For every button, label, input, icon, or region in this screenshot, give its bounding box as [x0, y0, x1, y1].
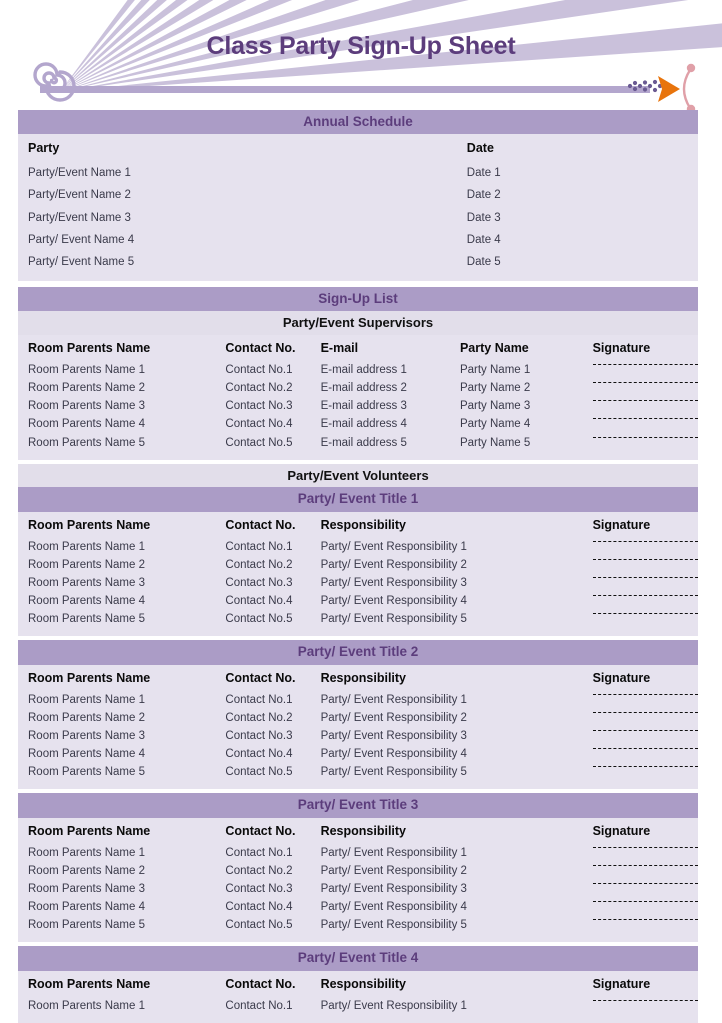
cell-room-parents-name: Room Parents Name 4 [28, 418, 145, 431]
table-row[interactable] [18, 208, 698, 230]
table-row[interactable] [18, 163, 698, 185]
cell-email: E-mail address 3 [320, 400, 407, 413]
cell-signature [593, 362, 698, 380]
cell-date: Date 4 [466, 233, 501, 246]
column-header-email: E-mail [320, 340, 359, 355]
cell-signature [593, 575, 698, 593]
cell-party-name: Party Name 4 [459, 418, 531, 431]
cell-contact-no: Contact No.1 [225, 693, 293, 706]
cell-email: E-mail address 1 [320, 363, 407, 376]
cell-responsibility: Party/ Event Responsibility 2 [320, 711, 467, 724]
cell-signature [593, 728, 698, 746]
table-row[interactable] [18, 362, 698, 380]
cell-room-parents-name: Room Parents Name 1 [28, 540, 145, 553]
table-row[interactable] [18, 746, 698, 764]
cell-room-parents-name: Room Parents Name 2 [28, 382, 145, 395]
subsection-header-volunteers: Party/Event Volunteers [18, 464, 698, 488]
cell-room-parents-name: Room Parents Name 3 [28, 882, 145, 895]
volunteers-header-row [18, 818, 698, 845]
column-header-party: Party [28, 141, 60, 156]
cell-contact-no: Contact No.3 [225, 729, 293, 742]
cell-room-parents-name: Room Parents Name 1 [28, 999, 145, 1012]
column-header-room-parents-name: Room Parents Name [28, 976, 151, 991]
cell-room-parents-name: Room Parents Name 3 [28, 729, 145, 742]
cell-party: Party/Event Name 1 [28, 167, 131, 180]
cell-party: Party/Event Name 3 [28, 211, 131, 224]
column-header-room-parents-name: Room Parents Name [28, 670, 151, 685]
cell-date: Date 1 [466, 167, 501, 180]
cell-signature [593, 881, 698, 899]
table-row[interactable] [18, 575, 698, 593]
column-header-signature: Signature [592, 517, 651, 532]
cell-contact-no: Contact No.3 [225, 882, 293, 895]
table-row[interactable] [18, 185, 698, 207]
cell-responsibility: Party/ Event Responsibility 2 [320, 558, 467, 571]
cell-responsibility: Party/ Event Responsibility 3 [320, 882, 467, 895]
table-bottom-pad [18, 453, 698, 460]
column-header-signature: Signature [592, 823, 651, 838]
cell-date: Date 5 [466, 255, 501, 268]
column-header-responsibility: Responsibility [320, 823, 407, 838]
cell-signature [593, 611, 698, 629]
cell-contact-no: Contact No.1 [225, 846, 293, 859]
table-row[interactable] [18, 998, 698, 1016]
column-header-responsibility: Responsibility [320, 517, 407, 532]
cell-party-name: Party Name 2 [459, 382, 531, 395]
table-row[interactable] [18, 380, 698, 398]
cell-signature [593, 435, 698, 453]
table-row[interactable] [18, 863, 698, 881]
sheet-body [18, 110, 698, 1023]
group-header-event-title-2: Party/ Event Title 2 [18, 640, 698, 664]
cell-party-name: Party Name 1 [459, 363, 531, 376]
cell-responsibility: Party/ Event Responsibility 5 [320, 919, 467, 932]
cell-responsibility: Party/ Event Responsibility 5 [320, 766, 467, 779]
cell-contact-no: Contact No.1 [225, 363, 293, 376]
column-header-party-name: Party Name [459, 340, 529, 355]
cell-contact-no: Contact No.5 [225, 613, 293, 626]
table-bottom-pad [18, 274, 698, 281]
cell-responsibility: Party/ Event Responsibility 1 [320, 999, 467, 1012]
volunteers-table-4 [18, 971, 698, 1016]
cell-responsibility: Party/ Event Responsibility 1 [320, 540, 467, 553]
cell-room-parents-name: Room Parents Name 4 [28, 595, 145, 608]
cell-signature [593, 845, 698, 863]
table-row[interactable] [18, 593, 698, 611]
supervisors-table [18, 335, 698, 453]
column-header-contact-no: Contact No. [225, 340, 296, 355]
supervisors-header-row [18, 335, 698, 362]
cell-signature [593, 863, 698, 881]
cell-signature [593, 380, 698, 398]
cell-responsibility: Party/ Event Responsibility 4 [320, 901, 467, 914]
cell-signature [593, 998, 698, 1016]
column-header-contact-no: Contact No. [225, 823, 296, 838]
cell-room-parents-name: Room Parents Name 2 [28, 711, 145, 724]
cell-contact-no: Contact No.3 [225, 400, 293, 413]
column-header-room-parents-name: Room Parents Name [28, 340, 151, 355]
annual-schedule-table [18, 134, 698, 274]
volunteers-header-row [18, 971, 698, 998]
cell-signature [593, 593, 698, 611]
table-row[interactable] [18, 230, 698, 252]
section-header-signup-list: Sign-Up List [18, 287, 698, 311]
cell-room-parents-name: Room Parents Name 5 [28, 436, 145, 449]
cell-room-parents-name: Room Parents Name 5 [28, 919, 145, 932]
table-row[interactable] [18, 692, 698, 710]
cell-contact-no: Contact No.5 [225, 919, 293, 932]
volunteers-table-2 [18, 665, 698, 783]
cell-party-name: Party Name 5 [459, 436, 531, 449]
cell-responsibility: Party/ Event Responsibility 4 [320, 748, 467, 761]
volunteers-header-row [18, 665, 698, 692]
page-banner [0, 0, 722, 110]
table-row[interactable] [18, 557, 698, 575]
cell-responsibility: Party/ Event Responsibility 3 [320, 576, 467, 589]
table-row[interactable] [18, 539, 698, 557]
cell-room-parents-name: Room Parents Name 4 [28, 901, 145, 914]
cell-signature [593, 764, 698, 782]
group-header-event-title-3: Party/ Event Title 3 [18, 793, 698, 817]
table-row[interactable] [18, 845, 698, 863]
cell-party: Party/ Event Name 4 [28, 233, 135, 246]
cell-responsibility: Party/ Event Responsibility 1 [320, 693, 467, 706]
cell-signature [593, 692, 698, 710]
cell-responsibility: Party/ Event Responsibility 4 [320, 595, 467, 608]
section-header-annual-schedule: Annual Schedule [18, 110, 698, 134]
table-row[interactable] [18, 416, 698, 434]
cell-signature [593, 917, 698, 935]
cell-signature [593, 557, 698, 575]
cell-email: E-mail address 4 [320, 418, 407, 431]
column-header-responsibility: Responsibility [320, 976, 407, 991]
group-header-event-title-1: Party/ Event Title 1 [18, 487, 698, 511]
cell-contact-no: Contact No.3 [225, 576, 293, 589]
cell-contact-no: Contact No.1 [225, 999, 293, 1012]
cell-date: Date 3 [466, 211, 501, 224]
table-bottom-pad [18, 782, 698, 789]
cell-room-parents-name: Room Parents Name 1 [28, 846, 145, 859]
cell-room-parents-name: Room Parents Name 4 [28, 748, 145, 761]
table-row[interactable] [18, 435, 698, 453]
cell-contact-no: Contact No.5 [225, 766, 293, 779]
volunteers-table-3 [18, 818, 698, 936]
column-header-room-parents-name: Room Parents Name [28, 823, 151, 838]
cell-contact-no: Contact No.4 [225, 901, 293, 914]
cell-room-parents-name: Room Parents Name 2 [28, 864, 145, 877]
column-header-contact-no: Contact No. [225, 670, 296, 685]
table-bottom-pad [18, 1016, 698, 1023]
cell-contact-no: Contact No.4 [225, 418, 293, 431]
cell-responsibility: Party/ Event Responsibility 1 [320, 846, 467, 859]
table-bottom-pad [18, 935, 698, 942]
cell-responsibility: Party/ Event Responsibility 3 [320, 729, 467, 742]
cell-party: Party/Event Name 2 [28, 189, 131, 202]
column-header-signature: Signature [592, 340, 651, 355]
cell-contact-no: Contact No.1 [225, 540, 293, 553]
table-row[interactable] [18, 252, 698, 274]
table-bottom-pad [18, 629, 698, 636]
annual-schedule-header-row [18, 134, 698, 163]
cell-contact-no: Contact No.2 [225, 864, 293, 877]
cell-responsibility: Party/ Event Responsibility 5 [320, 613, 467, 626]
table-row[interactable] [18, 728, 698, 746]
volunteers-header-row [18, 512, 698, 539]
page-title: Class Party Sign-Up Sheet [206, 32, 516, 60]
column-header-signature: Signature [592, 670, 651, 685]
cell-signature [593, 746, 698, 764]
table-row[interactable] [18, 881, 698, 899]
subsection-header-supervisors: Party/Event Supervisors [18, 311, 698, 335]
cell-signature [593, 416, 698, 434]
cell-email: E-mail address 5 [320, 436, 407, 449]
cell-email: E-mail address 2 [320, 382, 407, 395]
table-row[interactable] [18, 764, 698, 782]
column-header-signature: Signature [592, 976, 651, 991]
cell-room-parents-name: Room Parents Name 3 [28, 576, 145, 589]
cell-room-parents-name: Room Parents Name 1 [28, 693, 145, 706]
table-row[interactable] [18, 917, 698, 935]
table-row[interactable] [18, 710, 698, 728]
cell-contact-no: Contact No.4 [225, 595, 293, 608]
cell-date: Date 2 [466, 189, 501, 202]
table-row[interactable] [18, 899, 698, 917]
cell-contact-no: Contact No.2 [225, 382, 293, 395]
cell-room-parents-name: Room Parents Name 3 [28, 400, 145, 413]
cell-party: Party/ Event Name 5 [28, 255, 135, 268]
column-header-responsibility: Responsibility [320, 670, 407, 685]
cell-contact-no: Contact No.2 [225, 711, 293, 724]
volunteers-table-1 [18, 512, 698, 630]
column-header-contact-no: Contact No. [225, 517, 296, 532]
cell-signature [593, 539, 698, 557]
column-header-date: Date [466, 141, 494, 156]
column-header-contact-no: Contact No. [225, 976, 296, 991]
cell-signature [593, 710, 698, 728]
cell-room-parents-name: Room Parents Name 5 [28, 766, 145, 779]
cell-room-parents-name: Room Parents Name 2 [28, 558, 145, 571]
cell-contact-no: Contact No.4 [225, 748, 293, 761]
table-row[interactable] [18, 398, 698, 416]
cell-room-parents-name: Room Parents Name 5 [28, 613, 145, 626]
cell-party-name: Party Name 3 [459, 400, 531, 413]
cell-signature [593, 398, 698, 416]
group-header-event-title-4: Party/ Event Title 4 [18, 946, 698, 970]
cell-room-parents-name: Room Parents Name 1 [28, 363, 145, 376]
table-row[interactable] [18, 611, 698, 629]
cell-signature [593, 899, 698, 917]
cell-contact-no: Contact No.5 [225, 436, 293, 449]
cell-responsibility: Party/ Event Responsibility 2 [320, 864, 467, 877]
column-header-room-parents-name: Room Parents Name [28, 517, 151, 532]
cell-contact-no: Contact No.2 [225, 558, 293, 571]
